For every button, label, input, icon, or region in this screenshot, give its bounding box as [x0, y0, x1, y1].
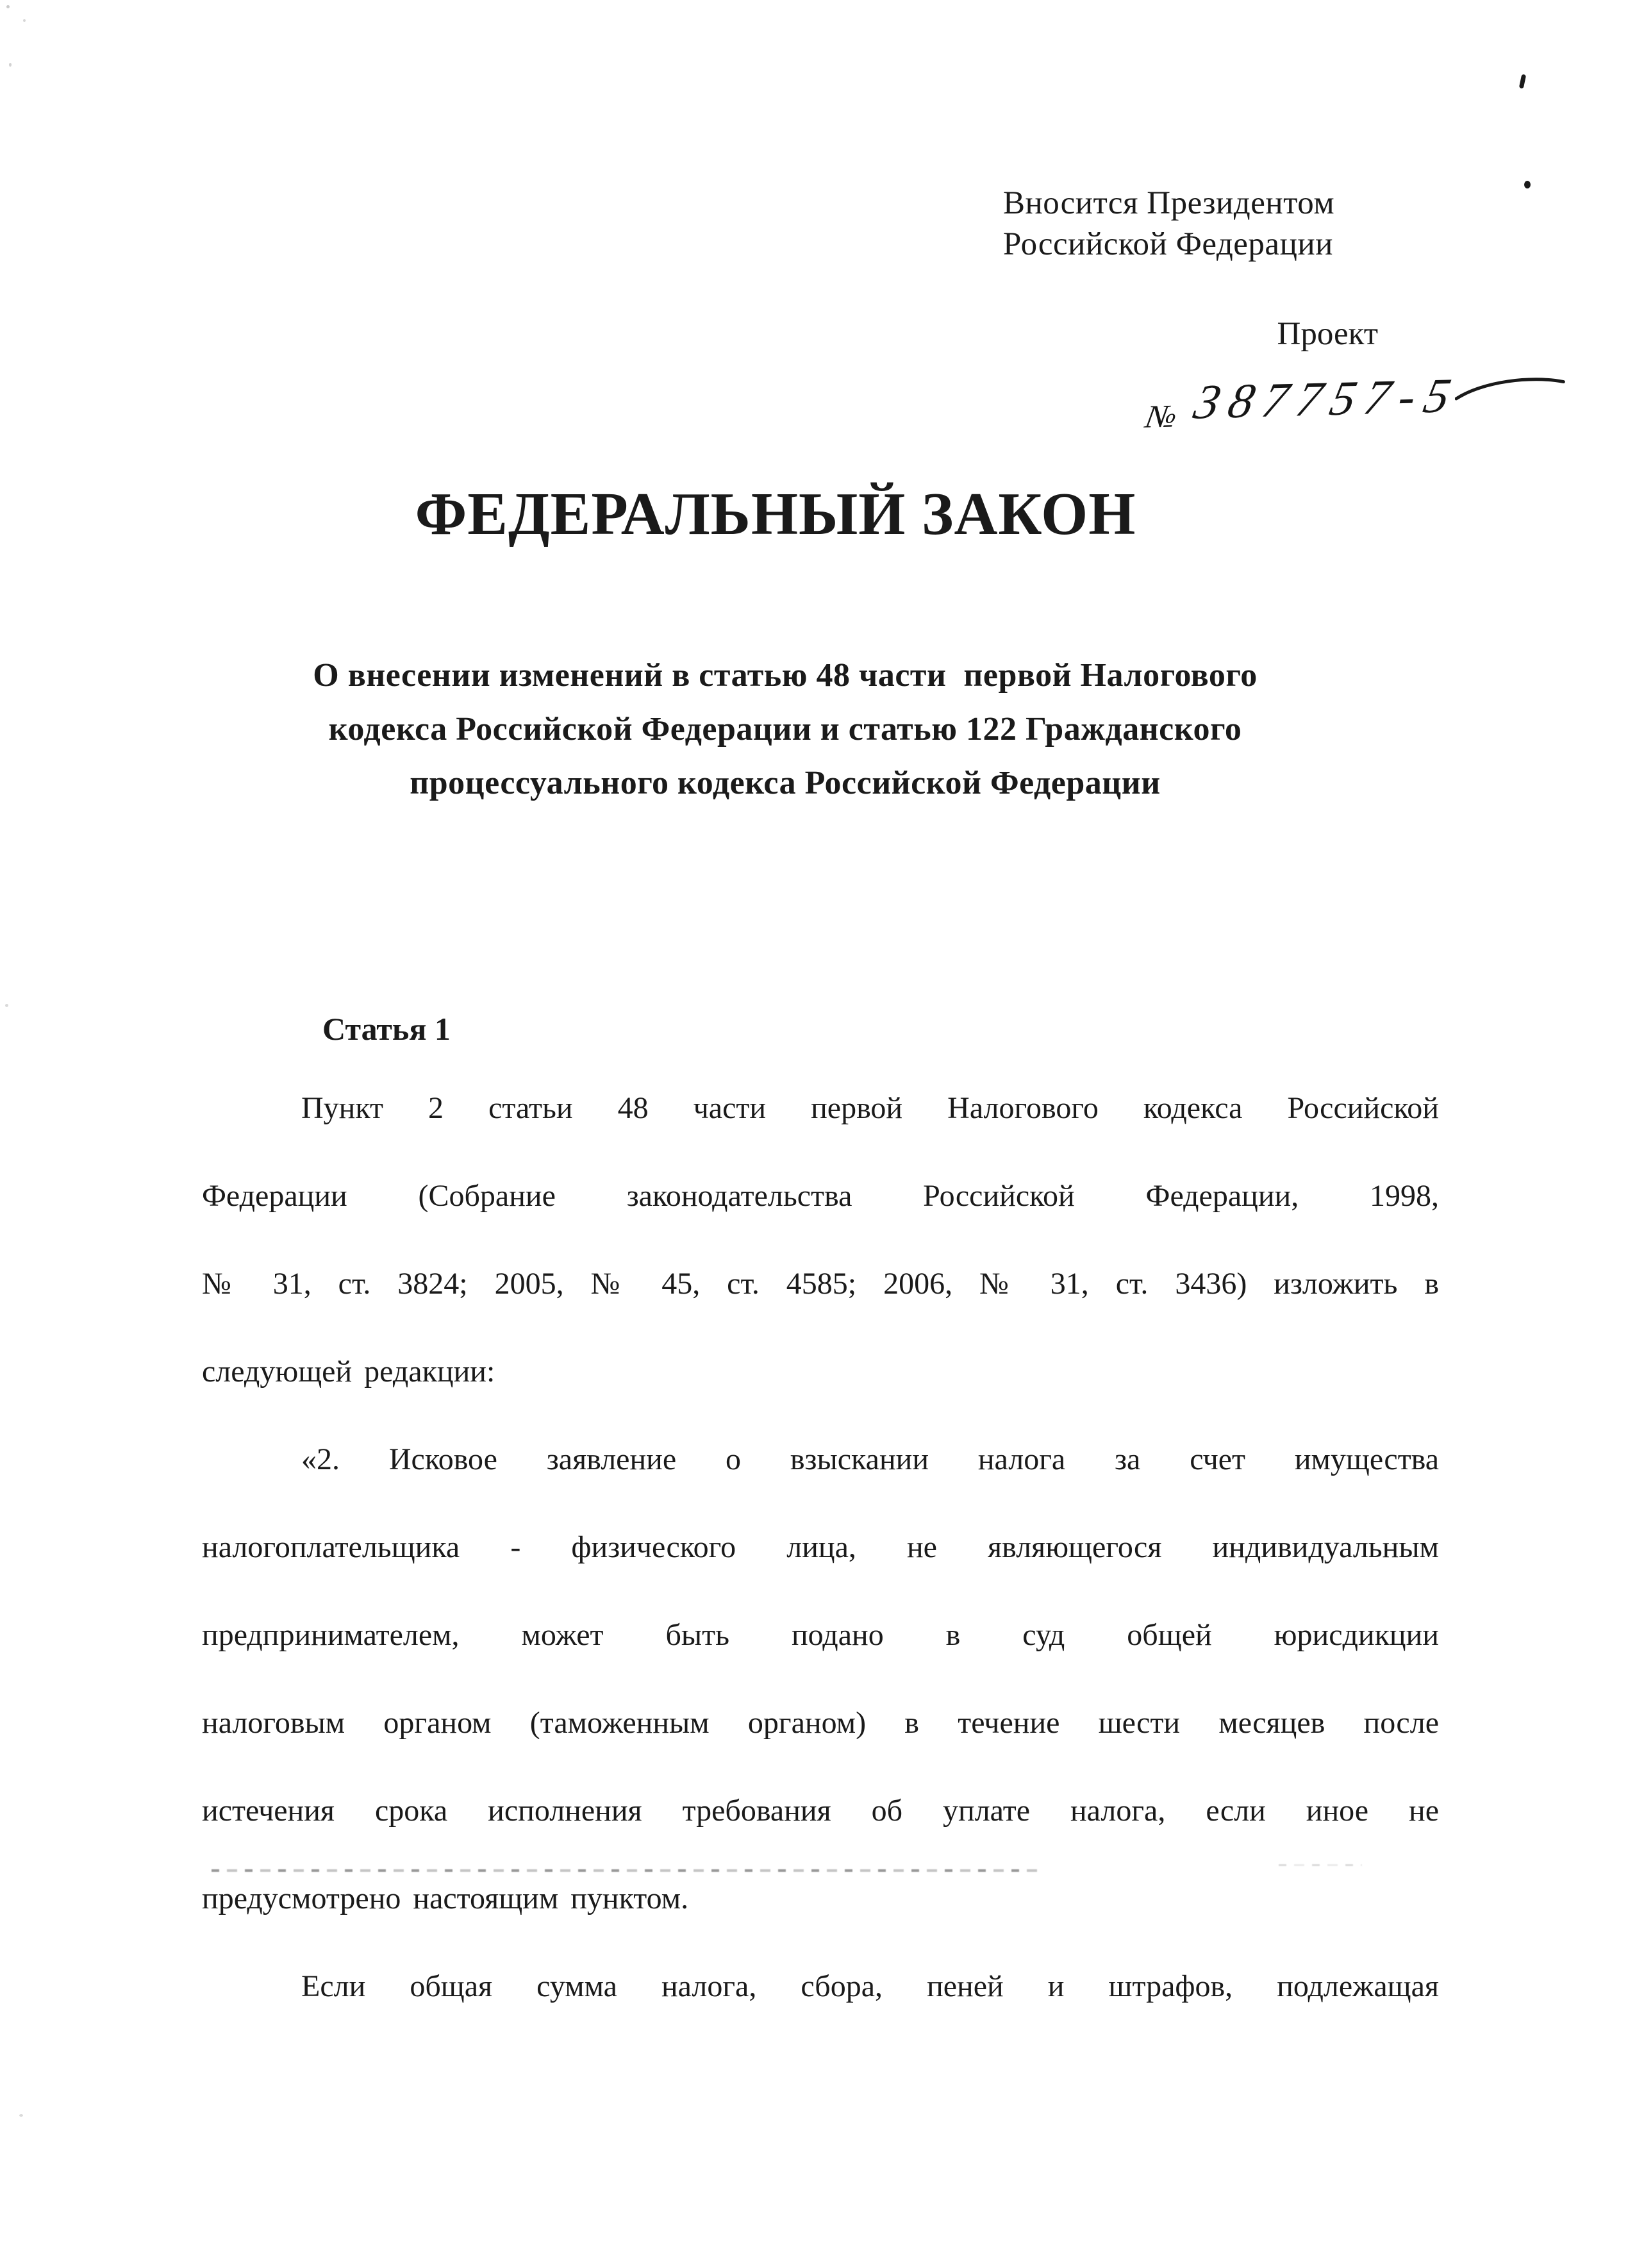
scan-speck: [1524, 181, 1531, 188]
law-subject-line: кодекса Российской Федерации и статью 122 Гражданского: [328, 711, 1242, 747]
submitter-line: Российской Федерации: [1003, 226, 1333, 262]
scan-speck: [9, 63, 12, 67]
body-line: предусмотрено настоящим пунктом.: [202, 1881, 689, 1915]
body-line: следующей редакции:: [202, 1355, 495, 1388]
body-line: предпринимателем, может быть подано в суд общей юрисдикции: [202, 1618, 1439, 1652]
law-subject-line: О внесении изменений в статью 48 части первой Налогового: [313, 657, 1258, 694]
scan-speck: [23, 19, 26, 22]
law-type-title: ФЕДЕРАЛЬНЫЙ ЗАКОН: [415, 481, 1136, 547]
scan-speck: [6, 5, 10, 8]
scan-artifact-dashes: [1279, 1864, 1362, 1866]
body-line: налоговым органом (таможенным органом) в течение шести месяцев после: [202, 1706, 1439, 1740]
law-body: [202, 1090, 1439, 2056]
body-line: Пункт 2 статьи 48 части первой Налогового кодекса Российской: [301, 1091, 1439, 1125]
numero-sign: №: [1143, 397, 1180, 435]
body-line: налогоплательщика - физического лица, не являющегося индивидуальным: [202, 1530, 1439, 1564]
draft-number-digits: 387757-5: [1189, 368, 1465, 429]
body-line: истечения срока исполнения требования об уплате налога, если иное не: [202, 1794, 1439, 1828]
body-line: «2. Исковое заявление о взыскании налога за счет имущества: [301, 1442, 1439, 1476]
body-line: Если общая сумма налога, сбора, пеней и штрафов, подлежащая: [301, 1969, 1439, 2003]
law-subject-line: процессуального кодекса Российской Федерации: [410, 765, 1161, 801]
draft-label: Проект: [1277, 316, 1378, 352]
scan-speck: [1519, 74, 1526, 89]
body-line: № 31, ст. 3824; 2005, № 45, ст. 4585; 2006, № 31, ст. 3436) изложить в: [202, 1267, 1439, 1301]
pen-flourish: [1454, 371, 1567, 408]
draft-number-handwritten: [1145, 365, 1568, 435]
submitter-line: Вносится Президентом: [1003, 185, 1335, 221]
law-subject: [167, 649, 1404, 810]
scan-speck: [19, 2114, 23, 2117]
scan-speck: [5, 1004, 8, 1007]
submitter-block: [1003, 183, 1381, 265]
article-heading: Статья 1: [322, 1011, 451, 1047]
scan-artifact-dashes: [212, 1869, 1045, 1872]
body-line: Федерации (Собрание законодательства Российской Федерации, 1998,: [202, 1179, 1439, 1213]
